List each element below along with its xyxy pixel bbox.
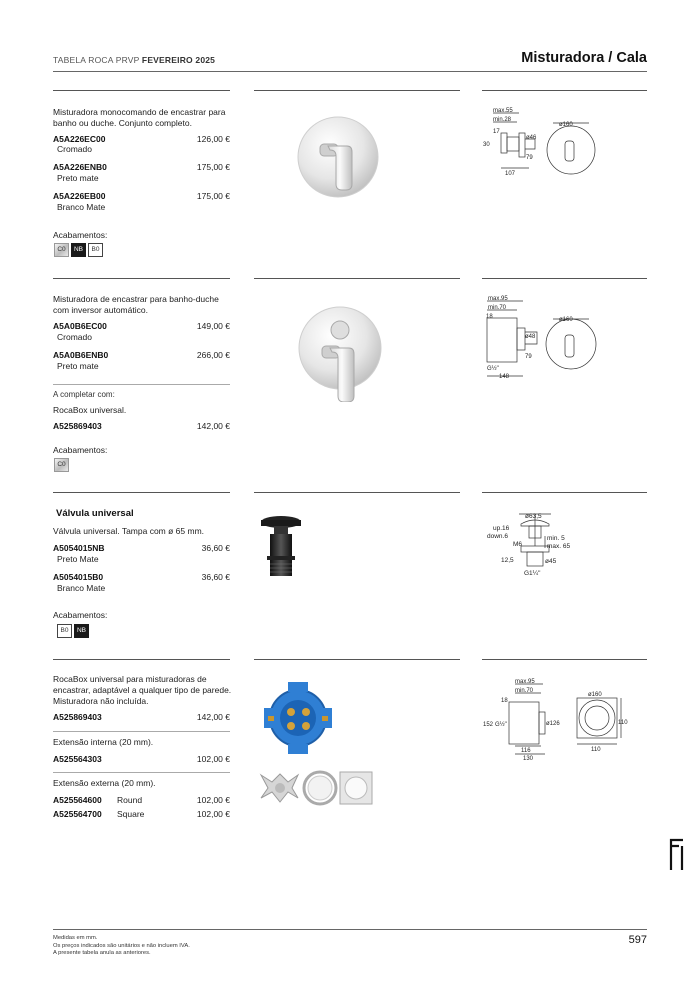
product-description: Misturadora monocomando de encastrar para banho ou duche. Conjunto completo. [53, 107, 226, 128]
finish-swatch-chrome: C0 [54, 243, 69, 257]
product-code: A525564303 [53, 754, 102, 764]
product-price: 266,00 € [196, 350, 230, 360]
extension-internal-description: Extensão interna (20 mm). [53, 737, 154, 747]
product-price: 142,00 € [196, 421, 230, 431]
svg-text:130: 130 [523, 756, 534, 762]
finishes-label: Acabamentos: [53, 230, 108, 240]
catalog-name: TABELA ROCA PRVP [53, 55, 140, 65]
catalog-date: FEVEREIRO 2025 [141, 55, 216, 65]
technical-drawing [483, 674, 633, 766]
svg-text:G½": G½" [495, 722, 507, 728]
product-code: A5054015B0 [53, 572, 104, 582]
svg-text:30: 30 [483, 142, 490, 148]
finish-swatch-chrome: C0 [54, 458, 69, 472]
footer-note: Medidas em mm. [53, 935, 98, 941]
finish-swatch-black: NB [74, 624, 89, 638]
svg-text:18: 18 [501, 698, 508, 704]
svg-text:ø160: ø160 [559, 317, 573, 323]
svg-text:min.28: min.28 [493, 117, 512, 123]
footer-note: Os preços indicados são unitários e não incluem IVA. [53, 942, 190, 949]
complete-divider [53, 384, 230, 385]
svg-text:110: 110 [618, 720, 628, 726]
svg-text:max.95: max.95 [488, 296, 508, 302]
product-finish: Branco Mate [57, 583, 106, 593]
product-code: A525564700 [53, 809, 102, 819]
product-code: A5A226EB00 [53, 191, 106, 201]
extension-accessories-image [258, 770, 373, 812]
product-finish: Preto Mate [57, 554, 99, 564]
technical-drawing [483, 508, 603, 580]
block3-divider-left [53, 492, 230, 493]
product-code: A5054015NB [53, 543, 105, 553]
product-finish: Branco Mate [57, 202, 106, 212]
ext-external-divider [53, 772, 230, 773]
finishes-label: Acabamentos: [53, 445, 108, 455]
svg-text:12,5: 12,5 [501, 557, 514, 564]
valve-product-image [258, 514, 308, 580]
product-finish: Cromado [57, 332, 92, 342]
block4-divider-right [482, 659, 647, 660]
block3-divider-mid [254, 492, 460, 493]
section-subtitle: Válvula universal [56, 508, 134, 519]
svg-text:max.95: max.95 [515, 679, 535, 685]
mixer-product-image [295, 112, 385, 202]
product-description: Misturadora de encastrar para banho-duche com inversor automático. [53, 294, 219, 315]
product-price: 102,00 € [196, 754, 230, 764]
product-code: A5A0B6EC00 [53, 321, 107, 331]
product-price: 126,00 € [196, 134, 230, 144]
product-code: A525869403 [53, 421, 102, 431]
svg-text:M6: M6 [513, 541, 523, 548]
product-code: A5A0B6ENB0 [53, 350, 109, 360]
block4-divider-left [53, 659, 230, 660]
footer-notes [53, 935, 190, 958]
product-description: Válvula universal. Tampa com ø 65 mm. [53, 526, 205, 536]
finishes-label: Acabamentos: [53, 610, 108, 620]
finish-swatch-white: B0 [88, 243, 103, 257]
product-finish: Preto mate [57, 361, 99, 371]
block4-divider-mid [254, 659, 460, 660]
complete-with-label: A completar com: [53, 390, 115, 399]
svg-text:ø160: ø160 [559, 122, 573, 128]
finish-swatch-black: NB [71, 243, 86, 257]
product-price: 175,00 € [196, 191, 230, 201]
block2-divider-left [53, 278, 230, 279]
svg-text:148: 148 [499, 374, 510, 380]
block2-divider-right [482, 278, 647, 279]
svg-text:ø45: ø45 [545, 558, 557, 565]
product-variant: Square [117, 809, 145, 819]
complete-item-description: RocaBox universal. [53, 405, 127, 415]
svg-text:max. 65: max. 65 [547, 543, 571, 550]
svg-text:up.16: up.16 [493, 525, 510, 532]
rocabox-product-image [258, 678, 338, 758]
header-divider [53, 71, 647, 72]
technical-drawing [483, 103, 633, 178]
catalog-header [53, 55, 215, 65]
product-price: 36,60 € [201, 572, 230, 582]
svg-text:ø46: ø46 [526, 135, 537, 141]
svg-text:min. 5: min. 5 [547, 535, 565, 542]
svg-text:ø160: ø160 [588, 692, 602, 698]
product-price: 142,00 € [196, 712, 230, 722]
product-price: 36,60 € [201, 543, 230, 553]
product-price: 102,00 € [196, 795, 230, 805]
svg-text:down.6: down.6 [487, 533, 508, 540]
svg-text:min.70: min.70 [515, 688, 534, 694]
product-description: RocaBox universal para misturadoras de encastrar, adaptável a qualquer tipo de parede. Misturadora não incluída. [53, 674, 232, 706]
svg-text:ø126: ø126 [546, 721, 560, 727]
svg-text:79: 79 [525, 354, 532, 360]
svg-text:17: 17 [493, 129, 500, 135]
svg-text:116: 116 [521, 748, 531, 754]
block1-divider-right [482, 90, 647, 91]
svg-text:max.55: max.55 [493, 108, 513, 114]
extension-external-description: Extensão externa (20 mm). [53, 778, 156, 788]
svg-text:18: 18 [486, 314, 493, 320]
svg-text:79: 79 [526, 155, 533, 161]
footer-divider [53, 929, 647, 930]
svg-text:G1¼": G1¼" [524, 570, 541, 577]
product-price: 102,00 € [196, 809, 230, 819]
product-code: A525869403 [53, 712, 102, 722]
page-number: 597 [628, 934, 647, 946]
footer-note: A presente tabela anula as anteriores. [53, 950, 151, 956]
ext-internal-divider [53, 731, 230, 732]
product-price: 175,00 € [196, 162, 230, 172]
svg-text:110: 110 [591, 747, 601, 753]
product-code: A5A226ENB0 [53, 162, 107, 172]
block1-divider-left [53, 90, 230, 91]
product-finish: Cromado [57, 144, 92, 154]
block2-divider-mid [254, 278, 460, 279]
svg-text:G½": G½" [487, 366, 499, 372]
product-code: A5A226EC00 [53, 134, 106, 144]
block1-divider-mid [254, 90, 460, 91]
svg-text:ø48: ø48 [525, 334, 536, 340]
svg-text:152: 152 [483, 722, 494, 728]
svg-text:min.70: min.70 [488, 305, 507, 311]
finish-swatch-white: B0 [57, 624, 72, 638]
mixer-diverter-product-image [295, 302, 390, 402]
roca-brand-mark-icon [669, 837, 685, 871]
product-price: 149,00 € [196, 321, 230, 331]
technical-drawing [483, 292, 633, 380]
product-variant: Round [117, 795, 143, 805]
product-code: A525564600 [53, 795, 102, 805]
page-title: Misturadora / Cala [521, 50, 647, 66]
block3-divider-right [482, 492, 647, 493]
svg-text:107: 107 [505, 171, 516, 177]
product-finish: Preto mate [57, 173, 99, 183]
svg-text:ø63,5: ø63,5 [525, 513, 542, 520]
